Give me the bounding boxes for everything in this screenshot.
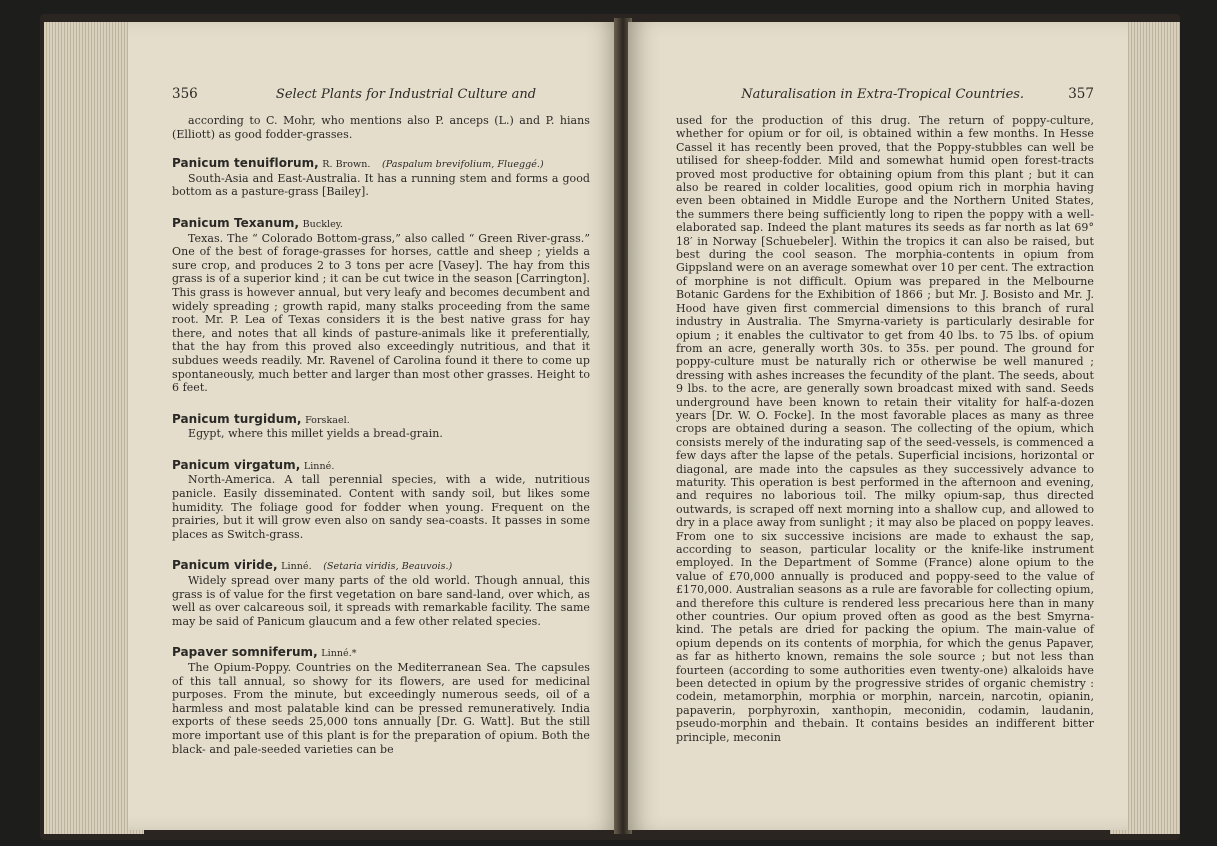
right-page-body [676,114,1094,744]
right-running-head: Naturalisation in Extra-Tropical Countries. [741,87,1025,102]
entry-text: Egypt, where this millet yields a bread-grain. [188,427,443,441]
species-authority: Linné. [303,460,335,472]
species-name: Panicum tenuiflorum, [172,156,319,171]
body-paragraph: used for the production of this drug. The return of poppy-culture, whether for opium or for oil, is obtained within a few months. In Hesse Cassel it has recently been proved, that the Poppy-stubbles can well be utilised for sheep-fodder. Mild and somewhat humid open forest-tracts proved most productive for obtaining opium from this plant ; but it can also be reared in colder localities, good opium rich in morphia having even been obtained in Middle Europe and the Northern United States, the summers there being sufficiently long to ripen the poppy with a well-elaborated sap. Indeed the plant matures its seeds as far north as lat 69° 18′ in Norway [Schuebeler]. Within the tropics it can also be raised, but best during the cool season. The morphia-contents in opium from Gippsland were on an average somewhat over 10 per cent. The extraction of morphine is not difficult. Opium was prepared in the Melbourne Botanic Gardens for the Exhibition of 1866 ; but Mr. J. Bosisto and Mr. J. Hood have given first commercial dimensions to this branch of rural industry in Australia. The Smyrna-variety is particularly desirable for opium ; it enables the cultivator to get from 40 lbs. to 75 lbs. of opium from an acre, generally worth 30s. to 35s. per pound. The ground for poppy-culture must be naturally rich or otherwise be well manured ; dressing with ashes increases the fecundity of the plant. The seeds, about 9 lbs. to the acre, are generally sown broadcast mixed with sand. Seeds underground have been known to retain their vitality for half-a-dozen years [Dr. W. O. Focke]. In the most favorable places as many as three crops are obtained during a season. The collecting of the opium, which consists merely of the indurating sap of the seed-vessels, is commenced a few days after the lapse of the petals. Superficial incisions, horizontal or diagonal, are made into the capsules as they successively advance to maturity. This operation is best performed in the afternoon and evening, and requires no laborious toil. The milky opium-sap, thus directed outwards, is scraped off next morning into a shallow cup, and allowed to dry in a place away from sunlight ; it may also be placed on poppy leaves. From one to six successive incisions are made to exhaust the sap, according to season, particular locality or the knife-like instrument employed. In the Department of Somme (France) alone opium to the value of £70,000 annually is produced and poppy-seed to the value of £170,000. Australian seasons as a rule are favorable for collecting opium, and therefore this culture is rendered less precarious here than in many other countries. Our opium proved often as good as the best Smyrna-kind. The petals are dried for packing the opium. The main-value of opium depends on its contents of morphia, for which the genus Papaver, as far as hitherto known, remains the sole source ; but not less than fourteen (according to some authorities even twenty-one) alkaloids have been detected in opium by the progressive strides of organic chemistry : codein, metamorphin, morphia or morphin, narcein, narcotin, opianin, papaverin, porphyroxin, xanthopin, meconidin, codamin, laudanin, pseudo-morphin and thebain. It contains besides an indifferent bitter principle, meconin [676,114,1094,744]
species-synonym: (Paspalum brevifolium, Flueggé.) [382,159,544,171]
species-authority: Linné. [281,561,312,573]
species-authority: Forskael. [305,414,350,426]
left-page [128,22,618,830]
entry-text: North-America. A tall perennial species, with a wide, nutritious panicle. Easily disseminated. Content with sandy soil, but likes some humidity. The foliage good for fodder when young. Frequent on the prairies, but it will grow even also on sandy sea-coasts. It passes in some places as Switch-grass. [172,473,590,541]
species-name: Panicum Texanum, [172,215,300,230]
species-name: Panicum virgatum, [172,457,301,472]
entry-text: Widely spread over many parts of the old world. Though annual, this grass is of value for the first vegetation on bare sand-land, over which, as well as over calcareous soil, it spreads with remarkable facility. The same may be said of Panicum glaucum and a few other related species. [172,574,590,628]
intro-paragraph: according to C. Mohr, who mentions also P. anceps (L.) and P. hians (Elliott) as good fodder-grasses. [172,114,590,141]
right-page [628,22,1128,830]
left-running-header [172,86,590,102]
entry-panicum-virgatum [172,459,590,542]
left-page-number: 356 [172,86,198,102]
entry-text: The Opium-Poppy. Countries on the Mediterranean Sea. The capsules of this tall annual, so showy for its flowers, are used for medicinal purposes. From the minute, but exceedingly numerous seeds, oil of a harmless and most palatable kind can be pressed remuneratively. India exports of these seeds 25,000 tons annually [Dr. G. Watt]. But the still more important use of this plant is for the preparation of opium. Both the black- and pale-seeded varieties can be [172,661,590,756]
species-name: Panicum viride, [172,558,278,573]
entry-papaver-somniferum [172,646,590,756]
entry-panicum-viride [172,559,590,628]
species-authority: Buckley. [302,218,344,230]
entry-text: South-Asia and East-Australia. It has a running stem and forms a good bottom as a pasture-grass [Bailey]. [172,171,590,199]
species-name: Papaver somniferum, [172,645,318,660]
species-authority: R. Brown. [322,159,371,171]
species-name: Panicum turgidum, [172,411,302,426]
entry-panicum-turgidum [172,413,590,441]
entry-panicum-texanum [172,217,590,395]
right-page-number: 357 [1068,86,1094,102]
entry-text: Texas. The “ Colorado Bottom-grass,” also called “ Green River-grass.” One of the best of forage-grasses for horses, cattle and sheep ; yields a sure crop, and produces 2 to 3 tons per acre [Vasey]. The hay from this grass is of a superior kind ; it can be cut twice in the season [Carrington]. This grass is however annual, but very leafy and becomes decumbent and widely spreading ; growth rapid, many stalks proceeding from the same root. Mr. P. Lea of Texas considers it is the best native grass for hay there, and notes that all kinds of pasture-animals like it preferentially, that the hay from this proved also exceedingly nutritious, and that it subdues weeds readily. Mr. Ravenel of Carolina found it there to come up spontaneously, much better and larger than most other grasses. Height to 6 feet. [172,231,590,395]
left-running-head: Select Plants for Industrial Culture and [275,87,537,102]
entry-panicum-tenuiflorum [172,157,590,199]
right-running-header [676,86,1094,102]
left-page-body [172,114,590,756]
species-synonym: (Setaria viridis, Beauvois.) [323,561,453,573]
species-authority: Linné.* [321,648,357,660]
